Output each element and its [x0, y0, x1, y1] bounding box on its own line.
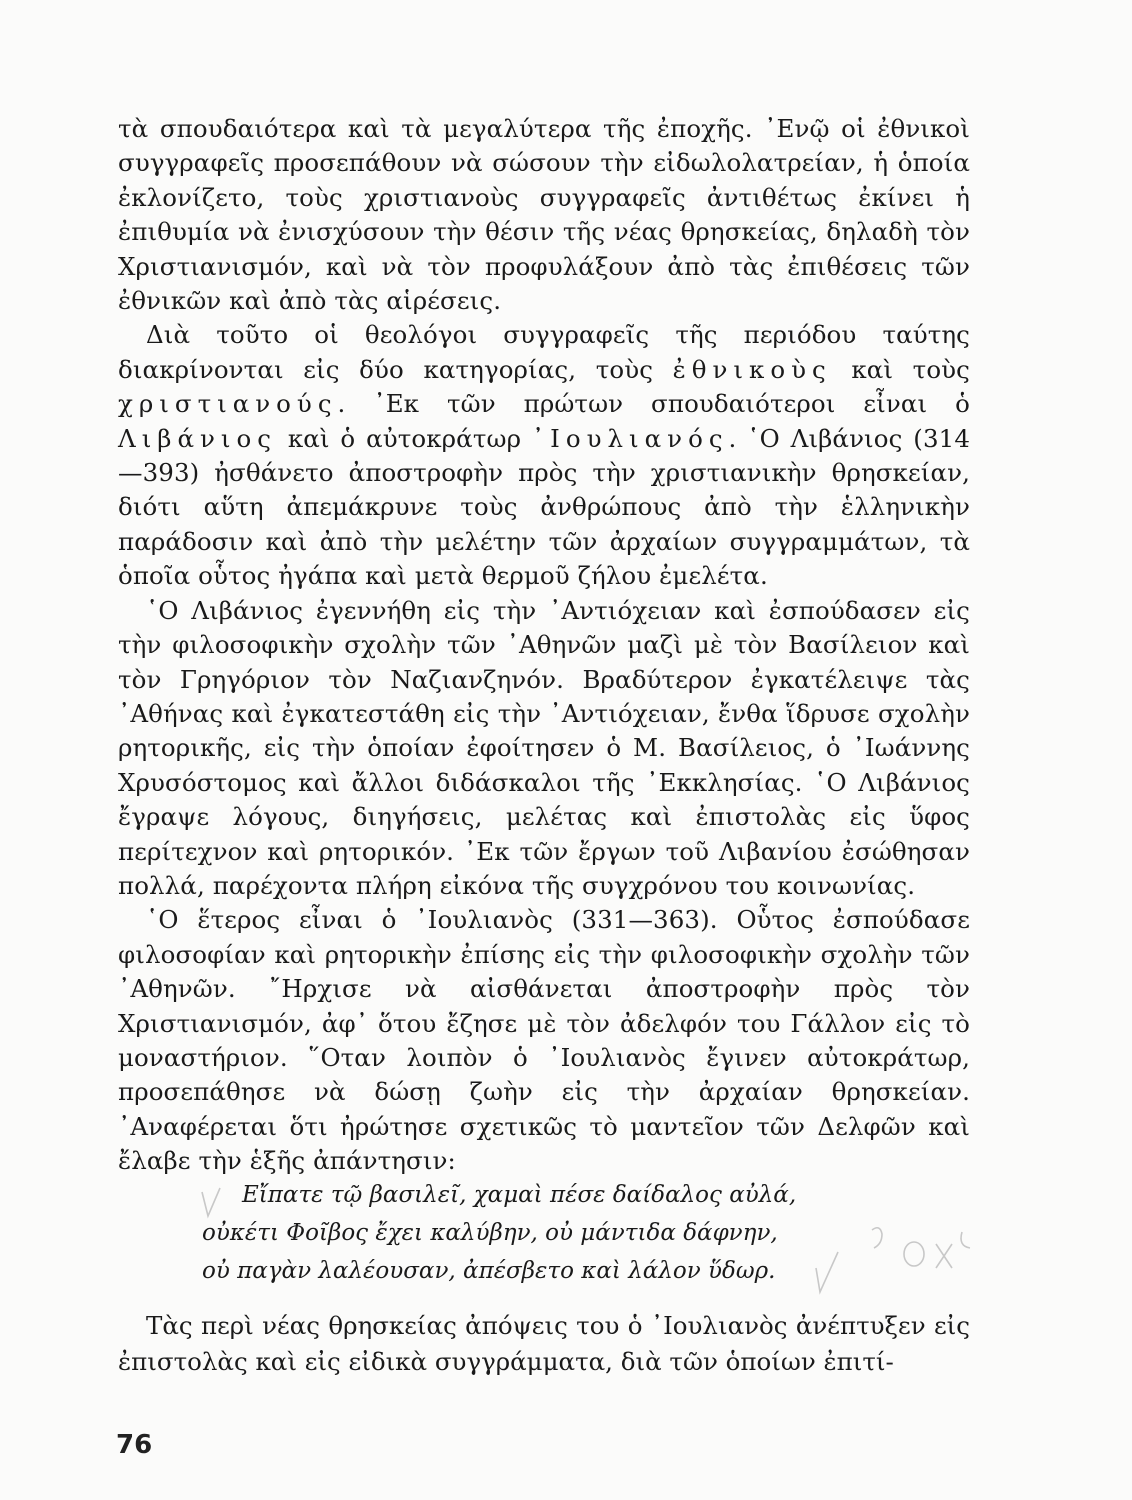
paragraph-2-text-b: καὶ τοὺς [831, 354, 970, 384]
pencil-tick-mark-left [198, 1186, 224, 1220]
paragraph-1: τὰ σπουδαιότερα καὶ τὰ μεγαλύτερα τῆς ἐποχῆς. ᾿Ενῷ οἱ ἐθνικοὶ συγγραφεῖς προσεπάθουν νὰ σώσουν τὴν εἰδωλολατρείαν, ἡ ὁποία ἐκλονίζετο, τοὺς χριστιανοὺς συγγραφεῖς ἀντιθέτως ἐκίνει ἡ ἐπιθυμία νὰ ἐνισχύσουν τὴν θέσιν τῆς νέας θρησκείας, δηλαδὴ τὸν Χριστιανισμόν, καὶ νὰ τὸν προφυλάξουν ἀπὸ τὰς ἐπιθέσεις τῶν ἐθνικῶν καὶ ἀπὸ τὰς αἱρέσεις. [118, 114, 970, 316]
quote-line-1: Εἴπατε τῷ βασιλεῖ, χαμαὶ πέσε δαίδαλος αὐλά, [242, 1182, 797, 1208]
paragraph-5: Τὰς περὶ νέας θρησκείας ἀπόψεις του ὁ ᾿Ιουλιανὸς ἀνέπτυξεν εἰς ἐπιστολὰς καὶ εἰς εἰδικὰ συγγράμματα, διὰ τῶν ὁποίων ἐπιτί- [118, 1311, 970, 1376]
paragraph-2-text-d: καὶ ὁ αὐτοκράτωρ [276, 423, 532, 453]
paragraph-2-text-c: . ᾿Εκ τῶν πρώτων σπουδαιότεροι εἶναι ὁ [337, 389, 970, 419]
paragraph-3: ῾Ο Λιβάνιος ἐγεννήθη εἰς τὴν ᾿Αντιόχειαν καὶ ἐσπούδασεν εἰς τὴν φιλοσοφικὴν σχολὴν τῶν ᾿Αθηνῶν μαζὶ μὲ τὸν Βασίλειον καὶ τὸν Γρηγόριον τὸν Ναζιανζηνόν. Βραδύτερον ἐγκατέλειψε τὰς ᾿Αθήνας καὶ ἐγκατεστάθη εἰς τὴν ᾿Αντιόχειαν, ἔνθα ἵδρυσε σχολὴν ρητορικῆς, εἰς τὴν ὁποίαν ἐφοίτησεν ὁ Μ. Βασίλειος, ὁ ᾿Ιωάννης Χρυσόστομος καὶ ἄλλοι διδάσκαλοι τῆς ᾿Εκκλησίας. ῾Ο Λιβάνιος ἔγραψε λόγους, διηγήσεις, μελέτας καὶ ἐπιστολὰς εἰς ὕφος περίτεχνον καὶ ρητορικόν. ᾿Εκ τῶν ἔργων τοῦ Λιβανίου ἐσώθησαν πολλά, παρέχοντα πλήρη εἰκόνα τῆς συγχρόνου του κοινωνίας. [118, 595, 970, 900]
paragraph-2 [118, 318, 970, 593]
page-number: 76 [116, 1430, 153, 1460]
closing-text [118, 1308, 970, 1380]
spaced-term-christianous: χριστιανούς [118, 389, 338, 419]
spaced-term-ethnikous: ἐθνικοὺς [672, 354, 832, 384]
pencil-tick-mark-right [812, 1248, 842, 1296]
paragraph-2-text-a: Διὰ τοῦτο οἱ θεολόγοι συγγραφεῖς τῆς περιόδου ταύτης διακρίνονται εἰς δύο κατηγορίας, τοὺς [118, 320, 970, 384]
quote-line-2: οὐκέτι Φοῖβος ἔχει καλύβην, οὐ μάντιδα δάφνην, [202, 1220, 778, 1246]
spaced-term-ioulianos: ᾿Ιουλιανός [531, 423, 729, 453]
paragraph-2-text-e: . ῾Ο Λιβάνιος (314—393) ἠσθάνετο ἀποστροφὴν πρὸς τὴν χριστιανικὴν θρησκείαν, διότι αὕτη ἀπεμάκρυνε τοὺς ἀνθρώπους ἀπὸ τὴν ἑλληνικὴν παράδοσιν καὶ ἀπὸ τὴν μελέτην τῶν ἀρχαίων συγγραμμάτων, τὰ ὁποῖα οὗτος ἠγάπα καὶ μετὰ θερμοῦ ζήλου ἐμελέτα. [118, 423, 971, 591]
paragraph-4: ῾Ο ἕτερος εἶναι ὁ ᾿Ιουλιανὸς (331—363). Οὗτος ἐσπούδασε φιλοσοφίαν καὶ ρητορικὴν ἐπίσης εἰς τὴν φιλοσοφικὴν σχολὴν τῶν ᾿Αθηνῶν. ῎Ηρχισε νὰ αἰσθάνεται ἀποστροφὴν πρὸς τὸν Χριστιανισμόν, ἀφ᾿ ὅτου ἔζησε μὲ τὸν ἀδελφόν του Γάλλον εἰς τὸ μοναστήριον. ῞Οταν λοιπὸν ὁ ᾿Ιουλιανὸς ἔγινεν αὐτοκράτωρ, προσεπάθησε νὰ δώσῃ ζωὴν εἰς τὴν ἀρχαίαν θρησκείαν. ᾿Αναφέρεται ὅτι ἠρώτησε σχετικῶς τὸ μαντεῖον τῶν Δελφῶν καὶ ἔλαβε τὴν ἑξῆς ἀπάντησιν: [118, 905, 970, 1176]
spaced-term-libanios: Λιβάνιος [118, 423, 277, 453]
oracle-quote [200, 1176, 860, 1290]
pencil-scribble-margin [866, 1222, 986, 1272]
quote-line-3: οὐ παγὰν λαλέουσαν, ἀπέσβετο καὶ λάλον ὕδωρ. [202, 1258, 776, 1284]
main-text [118, 112, 970, 1179]
